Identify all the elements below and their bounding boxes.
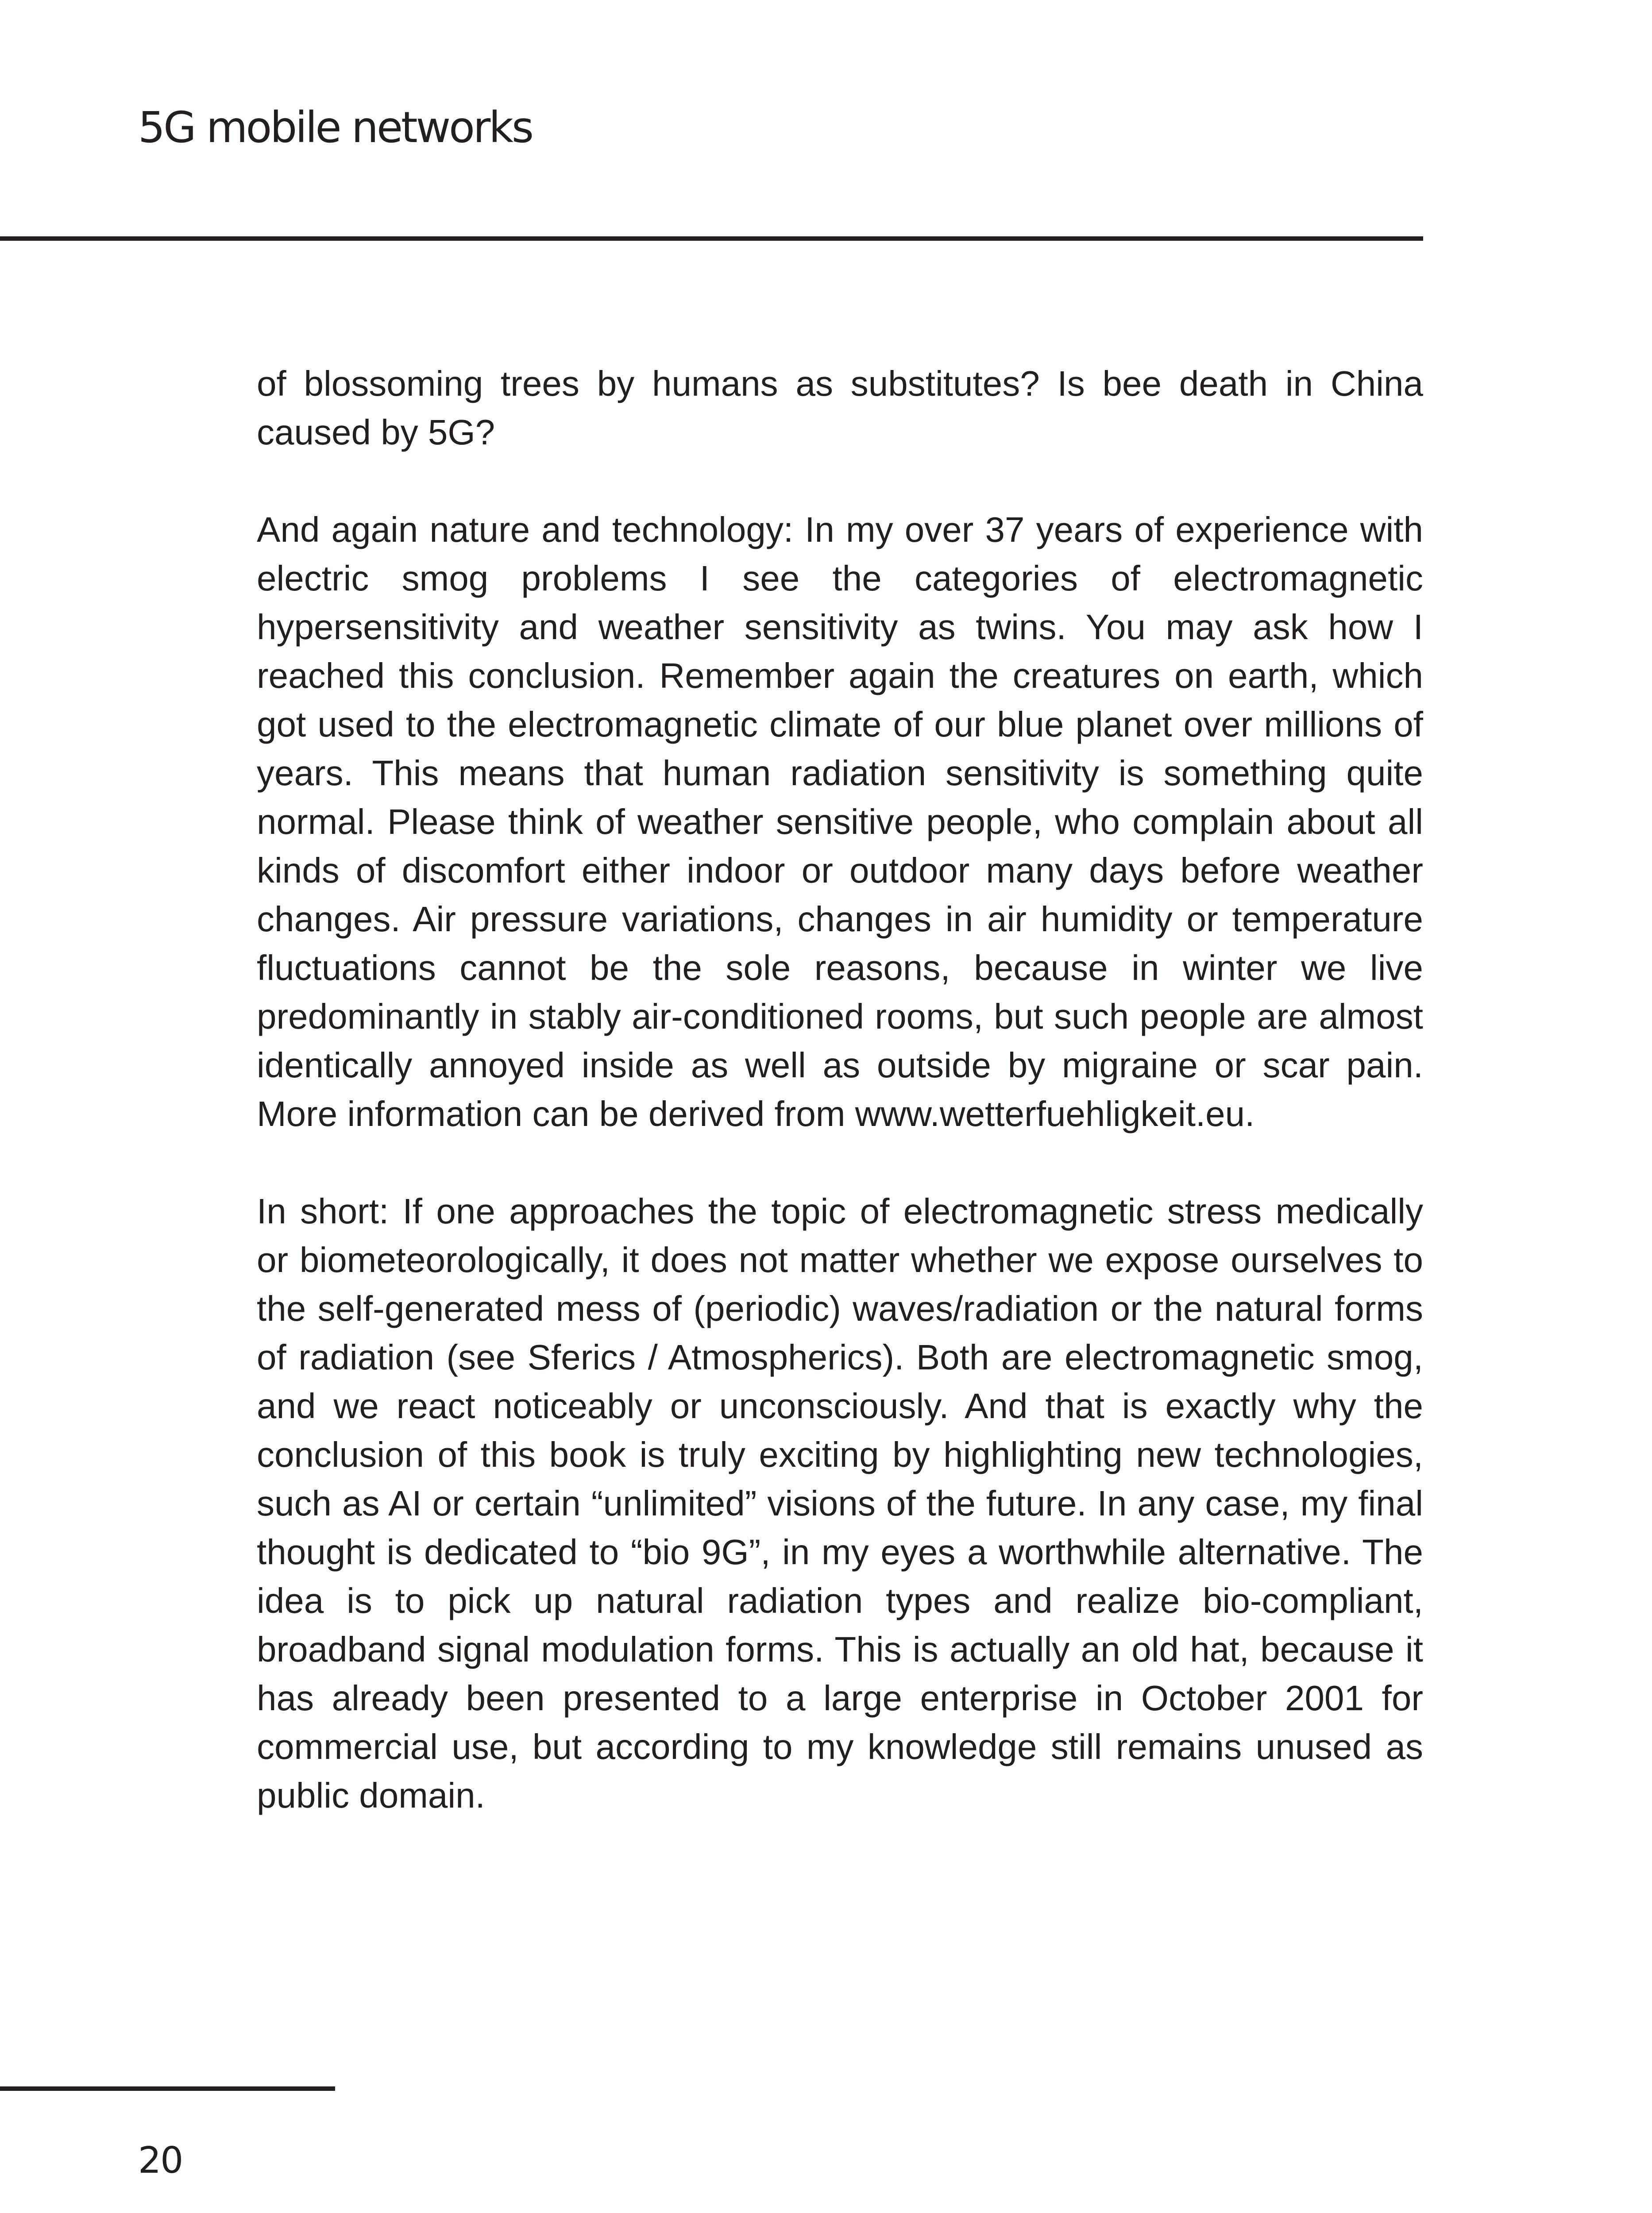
running-header: 5G mobile networks bbox=[138, 103, 532, 152]
paragraph: of blossoming trees by humans as substitutes? Is bee death in China caused by 5G? bbox=[257, 364, 1423, 452]
footer-divider bbox=[0, 2086, 335, 2091]
page-number: 20 bbox=[138, 2140, 183, 2182]
paragraph: In short: If one approaches the topic of electromagnetic stress medically or biometeorologically, it does not matter whether we expose ourselves to the self-generated mess of (periodic) waves/radiation or the natural forms of radiation (see Sferics / Atmospherics). Both are electromagnetic smog, and we react noticeably or unconsciously. And that is exactly why the conclusion of this book is truly exciting by highlighting new technologies, such as AI or certain “unlimited” visions of the future. In any case, my final thought is dedicated to “bio 9G”, in my eyes a worthwhile alternative. The idea is to pick up natural radiation types and realize bio-compliant, broadband signal modulation forms. This is actually an old hat, because it has already been presented to a large enterprise in October 2001 for commercial use, but according to my knowledge still remains unused as public domain. bbox=[257, 1191, 1423, 1815]
paragraph: And again nature and technology: In my over 37 years of experience with electric smog problems I see the categories of electromagnetic hypersensitivity and weather sensitivity as twins. You may ask how I reached this conclusion. Remember again the creatures on earth, which got used to the electromagnetic climate of our blue planet over millions of years. This means that human radiation sensitivity is something quite normal. Please think of weather sensitive people, who complain about all kinds of discomfort either indoor or outdoor many days before weather changes. Air pressure variations, changes in air humidity or temperature fluctuations cannot be the sole reasons, because in winter we live predominantly in stably air-conditioned rooms, but such people are almost identically annoyed inside as well as outside by migraine or scar pain. More information can be derived from www.wetterfuehligkeit.eu. bbox=[257, 510, 1423, 1133]
body-text bbox=[257, 359, 1423, 1820]
header-divider bbox=[0, 236, 1423, 241]
